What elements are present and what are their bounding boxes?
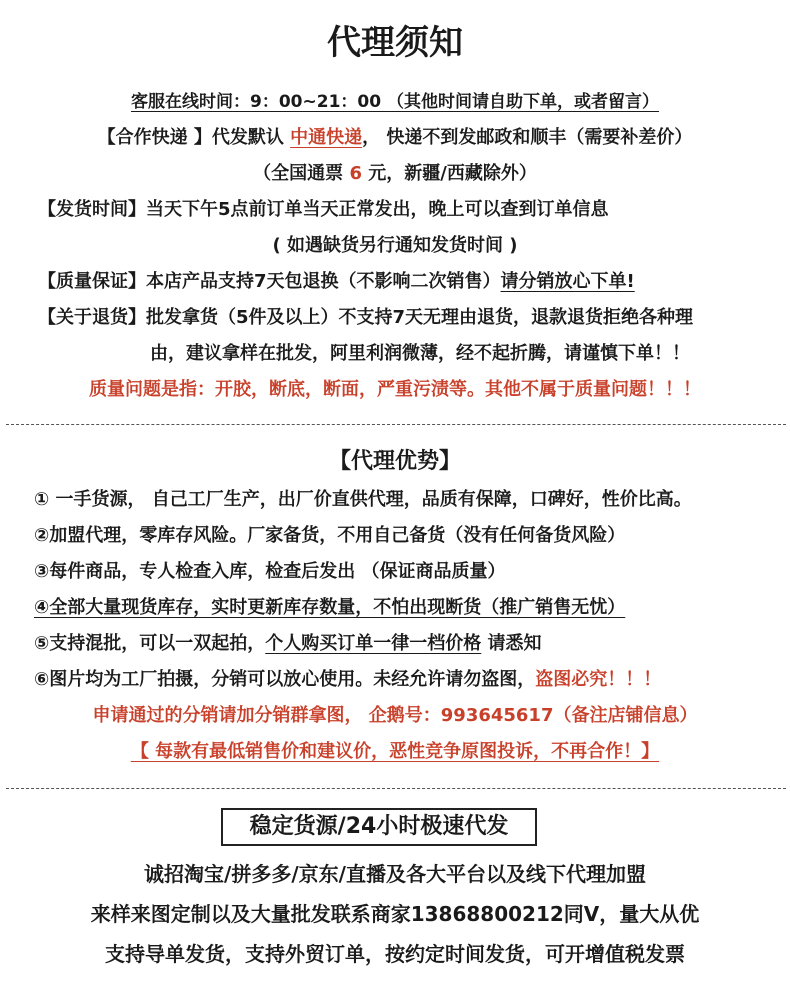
ship-label: 【发货时间】 — [38, 199, 146, 220]
quality-row — [38, 270, 778, 294]
supply-line-1: 诚招淘宝/拼多多/京东/直播及各大平台以及线下代理加盟 — [144, 862, 646, 886]
advantage-item-1: ① 一手货源， 自己工厂生产，出厂价直供代理，品质有保障，口碑好，性价比高。 — [34, 489, 692, 510]
supply-line-3: 支持导单发货，支持外贸订单，按约定时间发货，可开增值税发票 — [105, 942, 685, 966]
advantage-item-4: ④全部大量现货库存，实时更新库存数量，不怕出现断货（推广销售无忧） — [34, 597, 626, 618]
quality-issue-note: 质量问题是指：开胶，断底，断面，严重污渍等。其他不属于质量问题！！！ — [89, 379, 701, 400]
ship-text: 当天下午5点前订单当天正常发出，晚上可以查到订单信息 — [146, 199, 609, 220]
divider-1 — [6, 424, 786, 425]
page-title: 代理须知 — [327, 23, 463, 63]
express-label: 【合作快递 】 — [97, 127, 212, 148]
quality-label: 【质量保证】 — [38, 271, 146, 292]
ticket-row — [0, 162, 790, 186]
ticket-pre: （全国通票 — [253, 163, 350, 184]
advantage-item-6 — [34, 668, 784, 692]
service-hours: 客服在线时间：9：00~21：00 （其他时间请自助下单，或者留言） — [131, 92, 659, 112]
quality-link: 请分销放心下单! — [500, 271, 635, 292]
express-highlight: 中通快递 — [290, 127, 363, 148]
ticket-price: 6 — [349, 163, 362, 184]
return-text-2: 由，建议拿样在批发，阿里利润微薄，经不起折腾，请谨慎下单！！ — [150, 343, 690, 364]
advantage-item-5-post: 请悉知 — [481, 633, 542, 654]
advantage-item-6-pre: ⑥图片均为工厂拍摄，分销可以放心使用。未经允许请勿盗图， — [34, 669, 536, 690]
express-text-pre: 代发默认 — [211, 127, 291, 148]
express-row — [0, 126, 790, 150]
return-row — [38, 306, 788, 330]
divider-2 — [6, 788, 786, 789]
advantage-item-5 — [34, 632, 784, 656]
return-label: 【关于退货】 — [38, 307, 146, 328]
advantages-title: 【代理优势】 — [328, 449, 461, 474]
express-text-post: ， 快递不到发邮政和顺丰（需要补差价） — [362, 127, 693, 148]
return-text-1: 批发拿货（5件及以上）不支持7天无理由退货，退款退货拒绝各种理 — [146, 307, 694, 328]
advantage-item-2: ②加盟代理，零库存风险。厂家备货，不用自己备货（没有任何备货风险） — [34, 525, 626, 546]
advantage-item-5-pre: ⑤支持混批，可以一双起拍， — [34, 633, 266, 654]
supply-title-box: 稳定货源/24小时极速代发 — [221, 808, 537, 846]
ticket-post: 元，新疆/西藏除外） — [361, 163, 537, 184]
warning-note: 【 每款有最低销售价和建议价，恶性竞争原图投诉，不再合作！】 — [130, 741, 660, 762]
advantage-item-5-link: 个人购买订单一律一档价格 — [265, 633, 482, 654]
apply-note: 申请通过的分销请加分销群拿图， 企鹅号：993645617（备注店铺信息） — [92, 705, 698, 726]
ship-note: ( 如遇缺货另行通知发货时间 ) — [272, 235, 518, 256]
advantage-item-6-red: 盗图必究！！！ — [535, 669, 662, 690]
advantage-item-3: ③每件商品，专人检查入库，检查后发出 （保证商品质量） — [34, 561, 506, 582]
ship-row — [38, 198, 778, 222]
supply-line-2: 来样来图定制以及大量批发联系商家13868800212同V，量大从优 — [90, 902, 700, 926]
quality-text: 本店产品支持7天包退换（不影响二次销售） — [146, 271, 501, 292]
